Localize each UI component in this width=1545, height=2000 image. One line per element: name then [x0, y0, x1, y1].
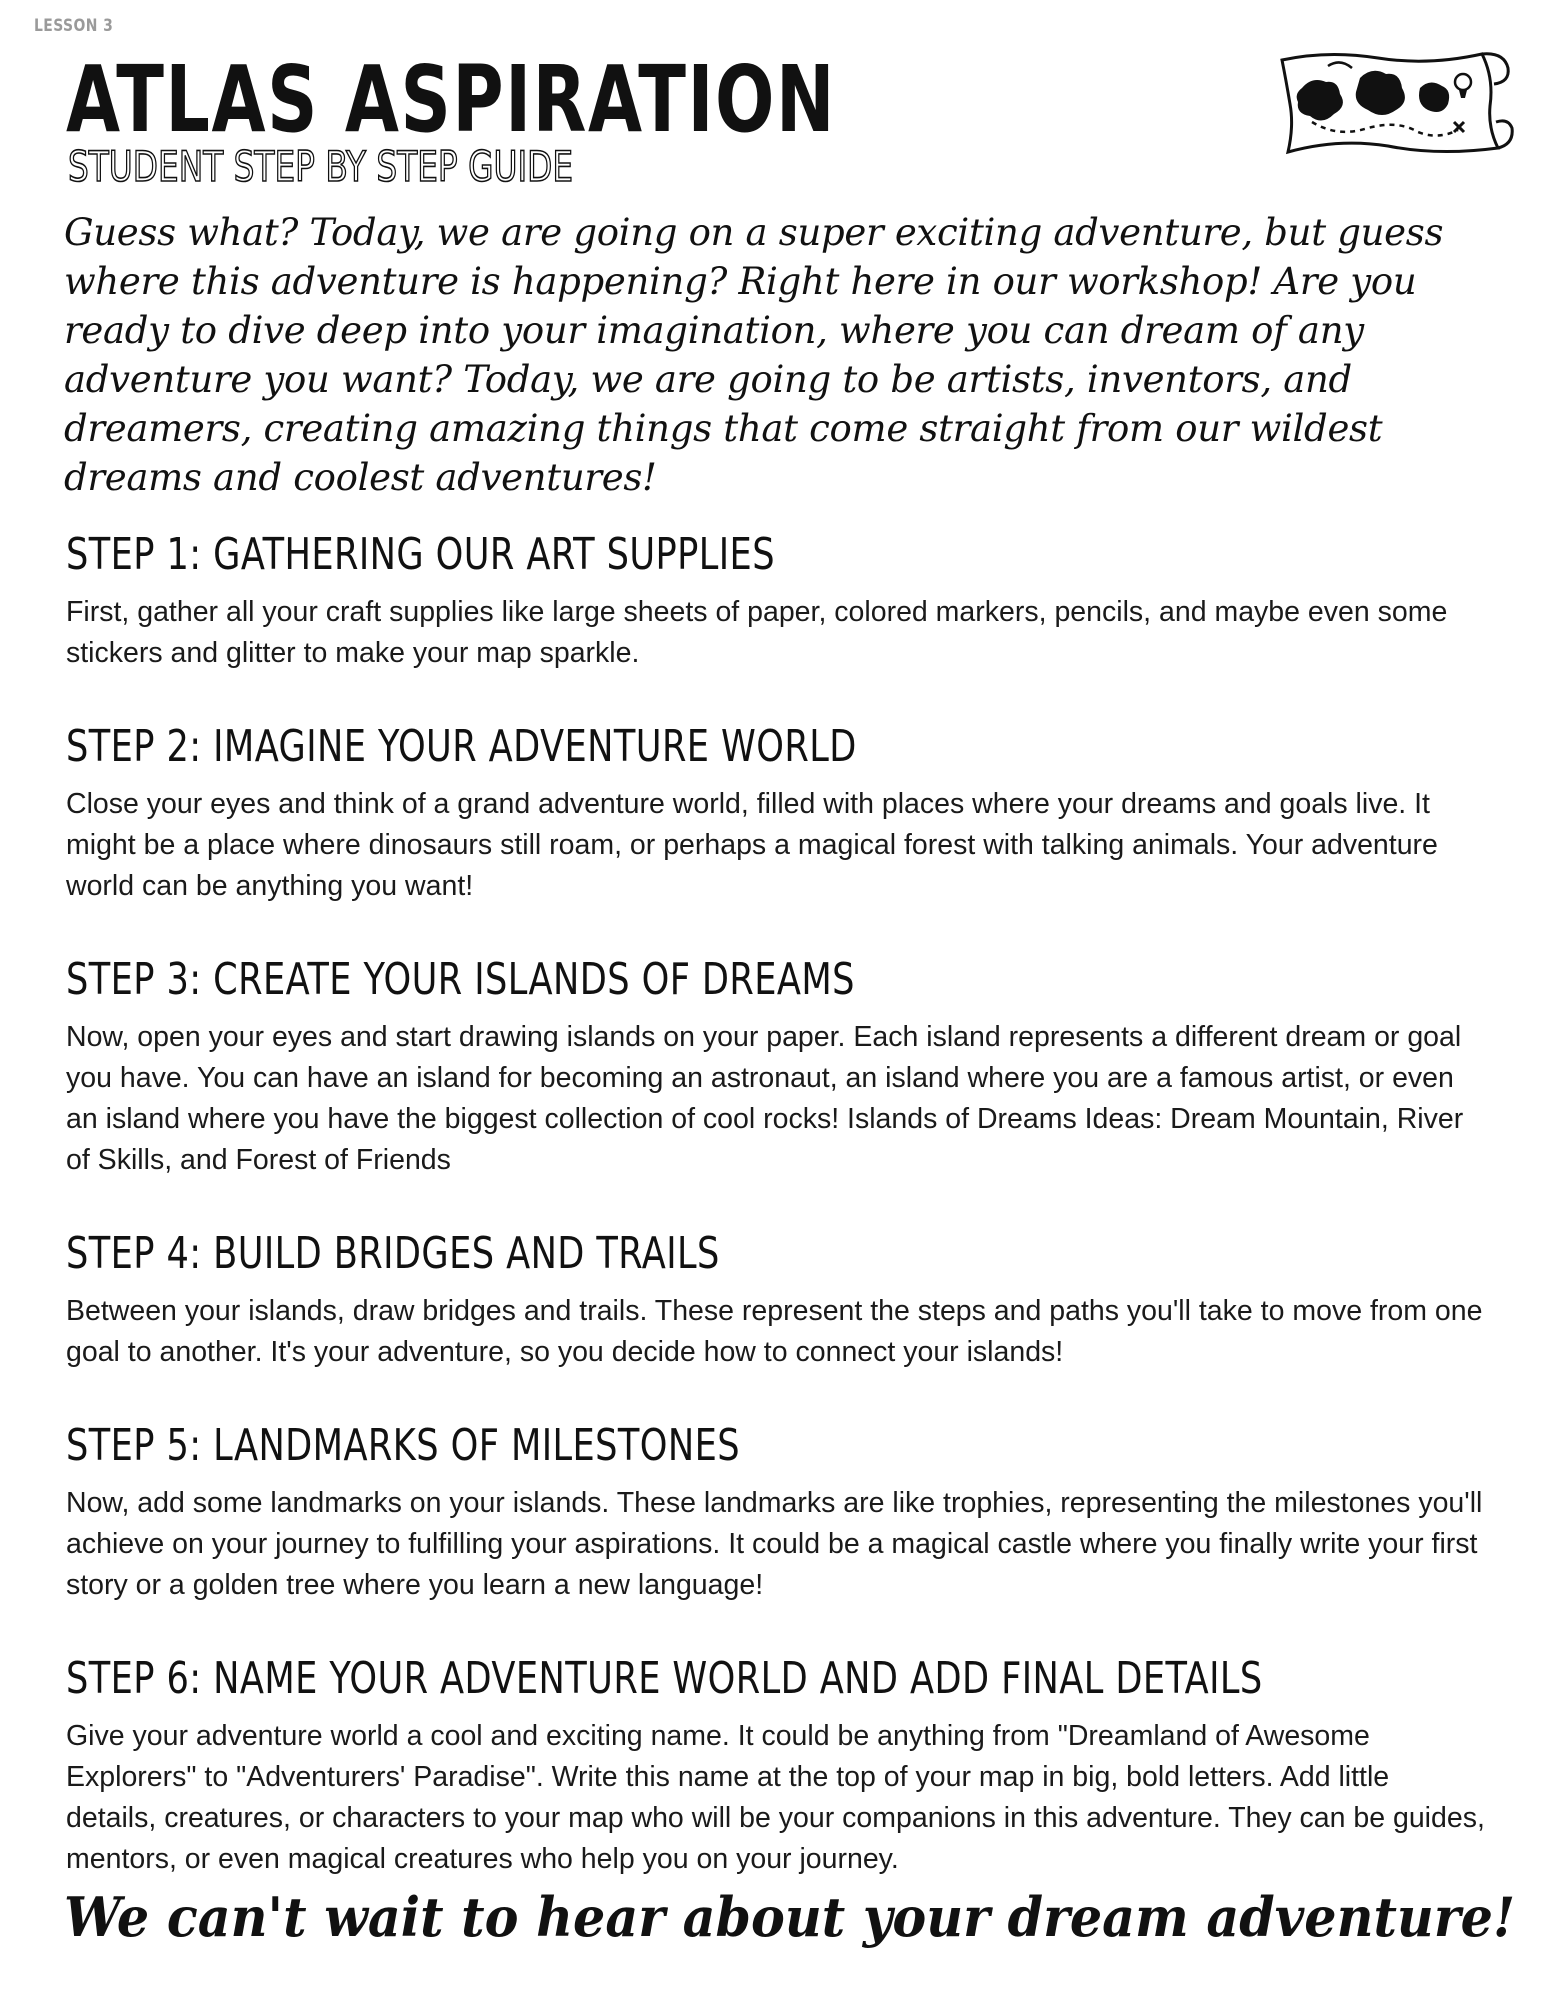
step-6 — [66, 1652, 1486, 1880]
step-heading: STEP 2: IMAGINE YOUR ADVENTURE WORLD — [66, 721, 857, 772]
step-5 — [66, 1419, 1486, 1606]
step-body: Give your adventure world a cool and exciting name. It could be anything from "Dreamland of Awesome Explorers" to "Adventurers' Paradise". Write this name at the top of your map in big, bold letters. Add little details, creatures, or characters to your map who will be your companions in this adventure. They can be guides, mentors, or even magical creatures who help you on your journey. — [66, 1720, 1485, 1875]
step-body: Now, add some landmarks on your islands. These landmarks are like trophies, representing the milestones you'll achieve on your journey to fulfilling your aspirations. It could be a magical castle where you finally write your first story or a golden tree where you learn a new language! — [66, 1487, 1483, 1601]
step-heading: STEP 3: CREATE YOUR ISLANDS OF DREAMS — [66, 954, 855, 1005]
step-body: First, gather all your craft supplies like large sheets of paper, colored markers, pencils, and maybe even some stickers and glitter to make your map sparkle. — [66, 596, 1448, 669]
steps-list — [66, 528, 1486, 1926]
step-2 — [66, 720, 1486, 907]
page-title: ATLAS ASPIRATION — [66, 46, 836, 153]
lesson-label: LESSON 3 — [34, 16, 114, 36]
closing-message: We can't wait to hear about your dream adventure! — [64, 1885, 1516, 1949]
treasure-map-icon — [1268, 48, 1516, 158]
step-heading: STEP 5: LANDMARKS OF MILESTONES — [66, 1420, 741, 1471]
page-subtitle: STUDENT STEP BY STEP GUIDE — [68, 142, 574, 191]
step-4 — [66, 1227, 1486, 1373]
step-body: Now, open your eyes and start drawing islands on your paper. Each island represents a different dream or goal you have. You can have an island for becoming an astronaut, an island where you are a famous artist, or even an island where you have the biggest collection of cool rocks! Islands of Dreams Ideas: Dream Mountain, River of Skills, and Forest of Friends — [66, 1021, 1464, 1176]
intro-paragraph: Guess what? Today, we are going on a super exciting adventure, but guess where this adventure is happening? Right here in our workshop! Are you ready to dive deep into your imagination, where you can dream of any adventure you want? Today, we are going to be artists, inventors, and dreamers, creating amazing things that come straight from our wildest dreams and coolest adventures! — [64, 211, 1444, 499]
step-body: Between your islands, draw bridges and trails. These represent the steps and paths you'll take to move from one goal to another. It's your adventure, so you decide how to connect your islands! — [66, 1295, 1483, 1368]
step-3 — [66, 953, 1486, 1181]
step-heading: STEP 1: GATHERING OUR ART SUPPLIES — [66, 529, 775, 580]
step-heading: STEP 6: NAME YOUR ADVENTURE WORLD AND ADD FINAL DETAILS — [66, 1653, 1263, 1704]
step-1 — [66, 528, 1486, 674]
step-heading: STEP 4: BUILD BRIDGES AND TRAILS — [66, 1228, 720, 1279]
step-body: Close your eyes and think of a grand adventure world, filled with places where your dreams and goals live. It might be a place where dinosaurs still roam, or perhaps a magical forest with talking animals. Your adventure world can be anything you want! — [66, 788, 1438, 902]
